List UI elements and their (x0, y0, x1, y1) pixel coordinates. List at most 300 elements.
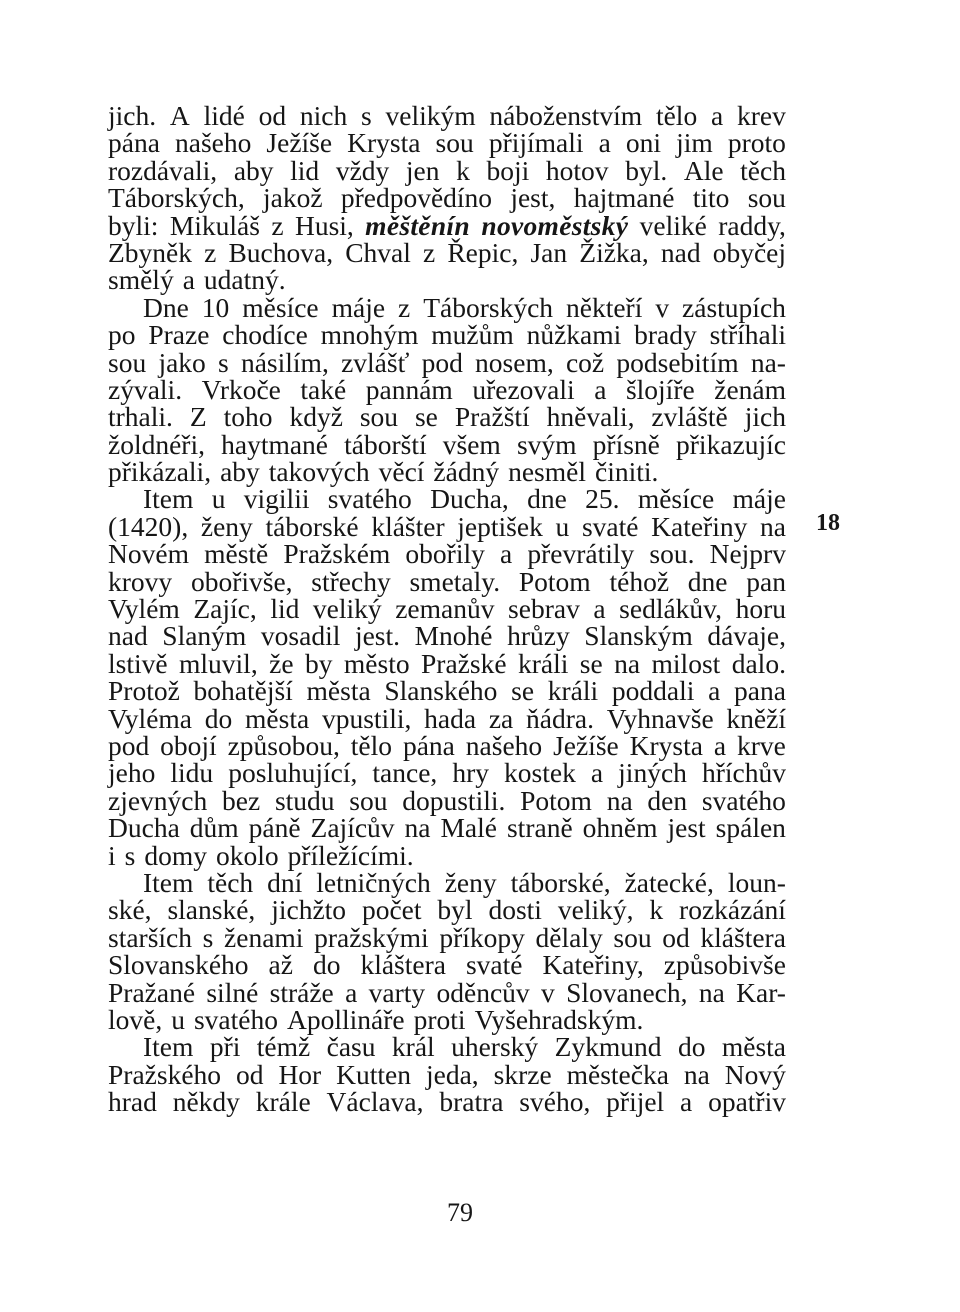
word: svaté (465, 949, 523, 981)
word: ženám (714, 373, 786, 405)
word: příležícími. (287, 839, 414, 871)
word: stříhali (709, 319, 786, 351)
word: přikázali, (108, 456, 212, 488)
word: Kar- (736, 976, 786, 1008)
word: raddy, (718, 209, 786, 241)
word: tance, (372, 757, 438, 789)
word: Praze (148, 319, 210, 351)
word: pána (108, 127, 160, 159)
word: Husi, (294, 209, 354, 241)
text-line (108, 456, 786, 488)
word: svatého (701, 784, 786, 816)
margin-note: 18 (816, 510, 840, 536)
word: z (271, 209, 284, 241)
word: jeho (108, 757, 156, 789)
word: páně (248, 812, 301, 844)
word: k (649, 894, 664, 926)
word: jest (667, 812, 706, 844)
word: do (312, 949, 341, 981)
word: Krysta (629, 729, 703, 761)
word: a (590, 757, 604, 789)
word: pod (421, 346, 463, 378)
word: a (708, 675, 721, 707)
text-line (108, 1058, 786, 1090)
word: těch (207, 866, 254, 898)
word: činiti. (595, 456, 659, 488)
word: sou (435, 127, 474, 159)
page-number: 79 (447, 1198, 473, 1227)
word: smělý (108, 264, 174, 296)
text-line (108, 291, 786, 323)
word: Zbyněk (108, 236, 193, 268)
word: Slovanského (108, 949, 249, 981)
text-line (108, 757, 786, 789)
word: Slaným (162, 620, 247, 652)
word: ské, (108, 894, 152, 926)
word: tělo (655, 100, 698, 131)
word: témž (256, 1031, 311, 1063)
word: hříchův (701, 757, 786, 789)
word: až (268, 949, 293, 981)
word: Slanským (584, 620, 693, 652)
word: chodíce (222, 319, 308, 351)
word: kostek (504, 757, 576, 789)
word: převrátily (527, 538, 635, 570)
word: brady (634, 319, 697, 351)
word: ženami (224, 921, 304, 953)
word: Ducha, (430, 483, 509, 515)
word: také (300, 373, 347, 405)
word: hrad (108, 1086, 157, 1118)
page-number-wrapper (0, 1198, 960, 1228)
word: měštěnín (365, 209, 470, 241)
text-line (108, 812, 786, 844)
word: že (269, 647, 294, 679)
text-line (108, 373, 786, 405)
word: Táborských (423, 291, 554, 323)
word: svým (516, 428, 577, 460)
text-line (108, 949, 786, 981)
word: jiných (618, 757, 687, 789)
word: kněží (726, 702, 786, 734)
word: krále (255, 1086, 311, 1118)
text-line (108, 401, 786, 433)
word: od (258, 100, 287, 131)
word: oděncův (436, 976, 530, 1008)
word: krev (736, 100, 786, 131)
word: jeptišek (457, 510, 543, 542)
word: městě (204, 538, 269, 570)
word: svatého (193, 1003, 278, 1035)
word: stráže (269, 976, 334, 1008)
text-line (108, 209, 786, 241)
word: uherský (451, 1031, 539, 1063)
word: přísně (592, 428, 660, 460)
word: králi (547, 675, 599, 707)
word: vždy (335, 154, 390, 186)
word: a (182, 264, 195, 296)
word: nosem, (475, 346, 554, 378)
word: se (414, 401, 438, 433)
word: dne (687, 565, 728, 597)
word: zemanův (395, 593, 495, 625)
word: sou (359, 401, 399, 433)
word: na (698, 976, 725, 1008)
word: trhali. (108, 401, 173, 433)
word: se (579, 647, 603, 679)
word: náboženstvím (489, 100, 643, 131)
word: hněvali, (546, 401, 635, 433)
word: jen (405, 154, 440, 186)
word: takových (268, 456, 370, 488)
word: dosti (488, 894, 542, 926)
word: Potom (520, 784, 592, 816)
text-line (108, 729, 786, 761)
text-line (108, 428, 786, 460)
word: oni (625, 127, 662, 159)
word: Pražští (454, 401, 530, 433)
word: při (209, 1031, 241, 1063)
word: Item (143, 1031, 194, 1063)
word: násilím, (240, 346, 329, 378)
word: příkopy (439, 921, 525, 953)
word: což (565, 346, 605, 378)
word: ženy (444, 866, 497, 898)
word: tělo (350, 729, 393, 761)
text-block (108, 100, 786, 1118)
word: dům (189, 812, 239, 844)
word: do (677, 1031, 706, 1063)
word: pražskými (314, 921, 429, 953)
word: nesměl (508, 456, 586, 488)
word: sou. (649, 538, 695, 570)
word: žádný (433, 456, 500, 488)
word: byli: (108, 209, 159, 241)
word: udatný. (203, 264, 286, 296)
text-line (108, 236, 786, 268)
word: silné (206, 976, 259, 1008)
word: zjevných (108, 784, 208, 816)
word: Vyhnavše (606, 702, 714, 734)
word: přijímali (488, 127, 584, 159)
word: na (404, 812, 431, 844)
word: hrůzy (507, 620, 570, 652)
text-line (108, 866, 786, 898)
word: a (500, 538, 513, 570)
word: Mikuláš (169, 209, 260, 241)
word: po (108, 319, 136, 351)
word: lidé (203, 100, 245, 131)
word: počet (361, 894, 422, 926)
word: obojí (160, 729, 217, 761)
word: pannám (365, 373, 453, 405)
word: starších (108, 921, 193, 953)
text-line (108, 593, 786, 625)
word: veliké (639, 209, 707, 241)
text-line (108, 1031, 786, 1063)
text-line (108, 1003, 786, 1035)
word: skrze (493, 1058, 552, 1090)
word: za (488, 702, 514, 734)
word: Potom (518, 565, 591, 597)
word: 10 (201, 291, 230, 323)
word: Protož (108, 675, 180, 707)
word: (1420), (108, 510, 189, 542)
text-line (108, 647, 786, 679)
word: na (614, 647, 641, 679)
word: měsíce (242, 291, 319, 323)
word: Zykmund (554, 1031, 662, 1063)
word: by (304, 647, 333, 679)
word: byl (437, 894, 473, 926)
word: do (204, 702, 233, 734)
word: králi (517, 647, 569, 679)
text-line (108, 921, 786, 953)
text-line (108, 182, 786, 214)
word: Pražské (421, 647, 507, 679)
word: měsíce (637, 483, 715, 515)
word: Nejprv (709, 538, 786, 570)
word: Nový (724, 1058, 786, 1090)
word: všem (442, 428, 501, 460)
word: městečka (566, 1058, 669, 1090)
word: na (606, 784, 633, 816)
word: Slovanech, (566, 976, 688, 1008)
word: boji (486, 154, 530, 186)
word: lid (290, 154, 320, 186)
word: s (202, 921, 214, 953)
word: Kutten (336, 1058, 412, 1090)
word: kláštera (700, 921, 786, 953)
text-line (108, 620, 786, 652)
word: v (655, 291, 670, 323)
word: s (124, 839, 136, 871)
word: nad (660, 236, 701, 268)
word: s (361, 100, 372, 131)
word: máje (732, 483, 786, 515)
word: haytmané (221, 428, 329, 460)
word: mluvil, (179, 647, 258, 679)
word: Hor (278, 1058, 322, 1090)
word: táborské (265, 510, 359, 542)
word: lstivě (108, 647, 168, 679)
word: Vrkoče (201, 373, 281, 405)
word: našeho (174, 127, 252, 159)
text-line (108, 102, 786, 129)
word: opatřiv (708, 1086, 786, 1118)
word: na- (750, 346, 786, 378)
word: jich (744, 401, 786, 433)
word: den (647, 784, 688, 816)
word: město (343, 647, 410, 679)
word: žoldnéři, (108, 428, 205, 460)
word: sou (613, 921, 652, 953)
word: lově, (108, 1003, 163, 1035)
word: Dne (143, 291, 189, 323)
word: způsobou, (227, 729, 340, 761)
word: jich. (108, 100, 157, 131)
word: Žižka, (579, 236, 649, 268)
word: Krysta (347, 127, 421, 159)
word: způsobivše (663, 949, 786, 981)
word: Pražském (283, 538, 391, 570)
word: Vyléma (108, 702, 193, 734)
word: dělaly (535, 921, 603, 953)
word: Mnohé (414, 620, 493, 652)
word: zvlášť (341, 346, 410, 378)
word: posluhující, (228, 757, 358, 789)
word: z (398, 291, 411, 323)
word: nůžkami (526, 319, 622, 351)
word: Chval (345, 236, 411, 268)
word: ohněm (582, 812, 658, 844)
word: Malé (440, 812, 497, 844)
text-line (108, 784, 786, 816)
word: pod (108, 729, 150, 761)
word: 25. (585, 483, 620, 515)
word: z (423, 236, 436, 268)
text-line (108, 538, 786, 570)
word: přijel (606, 1086, 665, 1118)
text-line (108, 319, 786, 351)
word: Zajíc, (193, 593, 257, 625)
word: aby (220, 456, 260, 488)
word: a (593, 593, 606, 625)
word: žatecké, (624, 866, 714, 898)
word: lid (270, 593, 300, 625)
word: Vyšehradským. (474, 1003, 644, 1035)
word: téhož (609, 565, 670, 597)
word: dne (527, 483, 567, 515)
text-line (108, 565, 786, 597)
word: Kateřiny (651, 510, 748, 542)
word: zvláště (651, 401, 728, 433)
word: loun- (727, 866, 786, 898)
word: střechy (311, 565, 391, 597)
word: Kateřiny, (542, 949, 644, 981)
word: času (326, 1031, 376, 1063)
word: u (555, 510, 570, 542)
word: Ježíše (266, 127, 333, 159)
word: jakož (262, 182, 323, 214)
word: rozdávali, (108, 154, 218, 186)
word: a (713, 729, 727, 761)
word: dávaje, (707, 620, 786, 652)
word: sedlákův, (619, 593, 723, 625)
text-line (108, 483, 786, 515)
text-line (108, 154, 786, 186)
word: hada (424, 702, 477, 734)
word: sebrav (508, 593, 580, 625)
word: smetaly. (409, 565, 501, 597)
word: veliký (312, 593, 382, 625)
word: A (169, 100, 190, 131)
word: Item (143, 866, 194, 898)
word: dní (267, 866, 303, 898)
word: slanské, (167, 894, 256, 926)
word: k (456, 154, 470, 186)
word: uřezovali (472, 373, 575, 405)
word: Václava, (326, 1086, 424, 1118)
word: se (511, 675, 535, 707)
word: Jan (530, 236, 568, 268)
word: na (760, 510, 786, 542)
text-line (108, 839, 786, 871)
word: v (540, 976, 555, 1008)
word: svatého (327, 483, 412, 515)
word: ňádra. (526, 702, 594, 734)
word: jim (676, 127, 713, 159)
word: spálen (715, 812, 786, 844)
word: těch (740, 154, 786, 186)
word: dalo. (731, 647, 786, 679)
word: máje (331, 291, 386, 323)
word: Item (143, 483, 194, 515)
word: okolo (215, 839, 279, 871)
word: Ale (683, 154, 724, 186)
word: na (683, 1058, 710, 1090)
word: tito (692, 182, 730, 214)
word: pan (746, 565, 786, 597)
word: bez (222, 784, 261, 816)
text-line (108, 976, 786, 1008)
text-line (108, 127, 786, 159)
word: král (391, 1031, 435, 1063)
word: Ducha (108, 812, 180, 844)
text-line (108, 675, 786, 707)
word: sou (747, 182, 786, 214)
word: táborští (344, 428, 427, 460)
word: poddali (611, 675, 695, 707)
word: Pražského (108, 1058, 222, 1090)
word: Řepic, (447, 236, 519, 268)
word: obořivše, (190, 565, 293, 597)
word: varty (368, 976, 426, 1008)
word: předpovědíno (340, 182, 493, 214)
word: Novém (108, 538, 189, 570)
text-line (108, 1086, 786, 1118)
word: dopustili. (402, 784, 506, 816)
word: jako (158, 346, 206, 378)
word: vpustili, (321, 702, 412, 734)
word: pana (734, 675, 786, 707)
word: Slanského (384, 675, 498, 707)
word: města (245, 702, 310, 734)
word: našeho (465, 729, 543, 761)
word: i (108, 839, 116, 871)
word: a (680, 1086, 693, 1118)
word: domy (144, 839, 207, 871)
word: letničných (316, 866, 431, 898)
word: města (721, 1031, 786, 1063)
word: proti (413, 1003, 466, 1035)
text-line (108, 510, 786, 542)
word: zástupích (682, 291, 786, 323)
word: velikým (385, 100, 476, 131)
word: města (306, 675, 371, 707)
word: táborské, (510, 866, 611, 898)
word: šlojíře (625, 373, 695, 405)
word: od (235, 1058, 264, 1090)
word: mužům (431, 319, 514, 351)
word: někteří (566, 291, 643, 323)
word: hry (452, 757, 489, 789)
word: Ježíše (553, 729, 619, 761)
word: z (204, 236, 217, 268)
word: Vylém (108, 593, 180, 625)
word: veliký, (557, 894, 634, 926)
word: krovy (108, 565, 173, 597)
